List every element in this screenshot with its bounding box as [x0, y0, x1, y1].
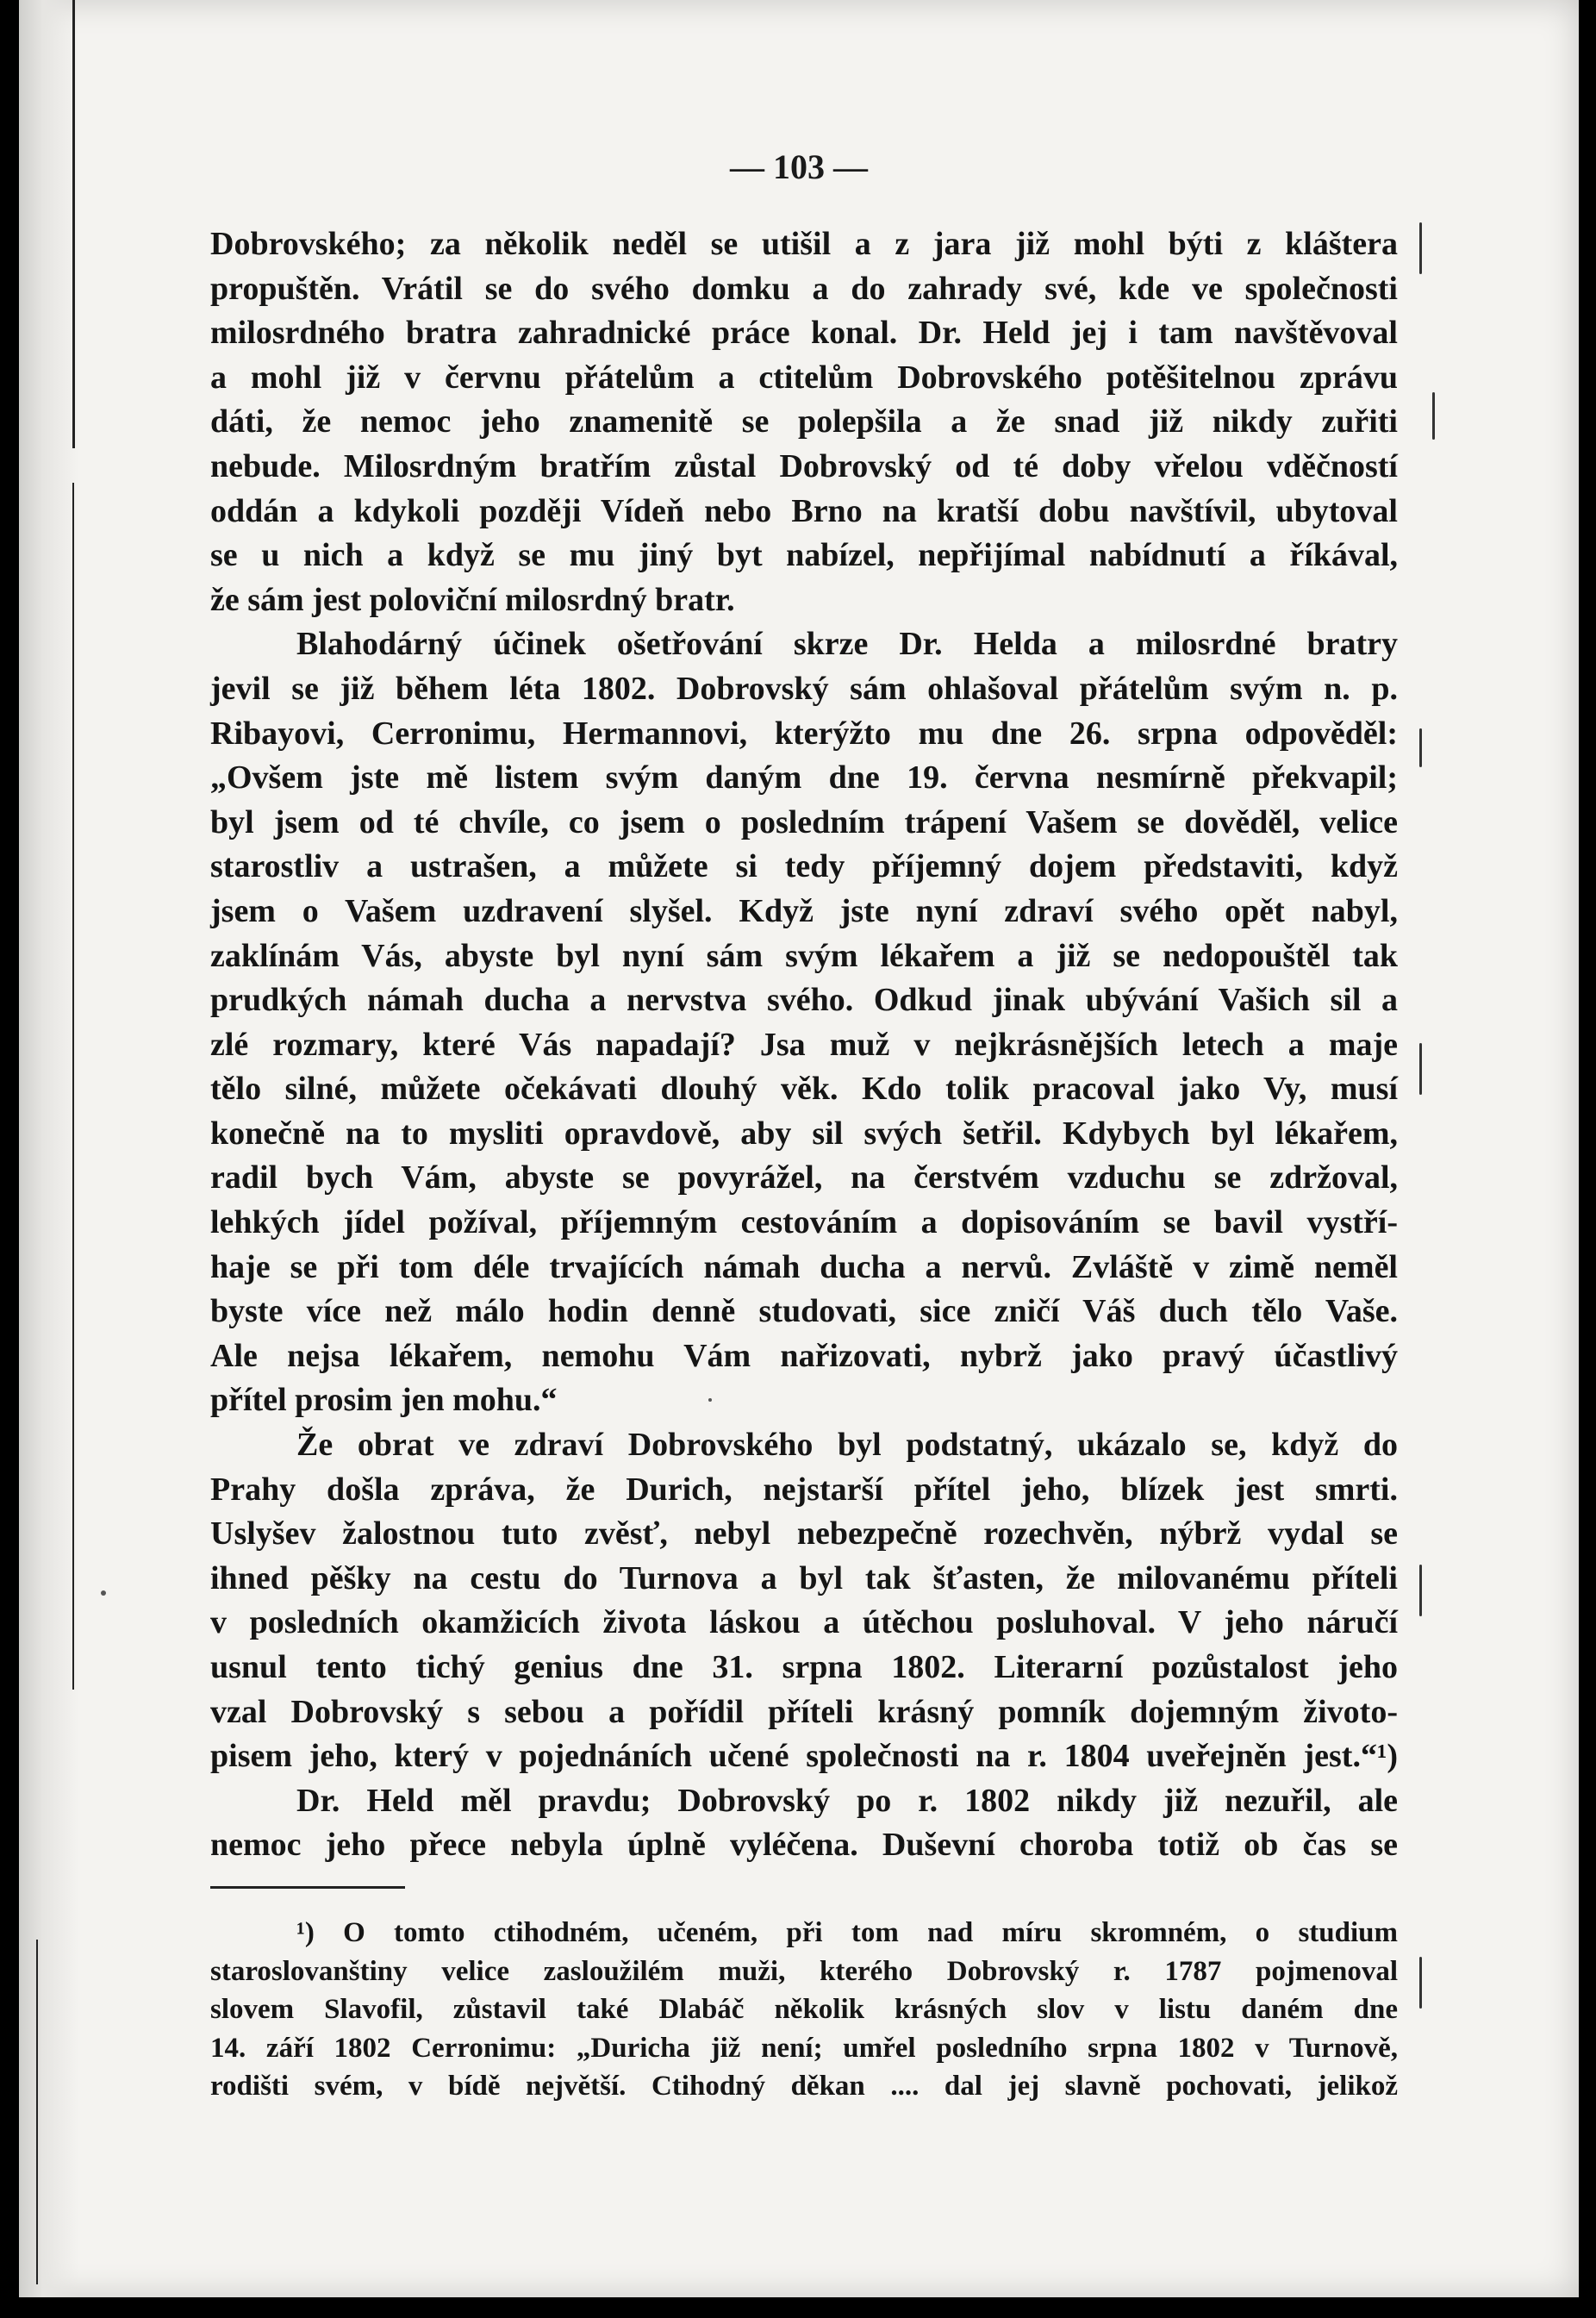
- text-line: Že obrat ve zdraví Dobrovského byl podstatný, ukázalo se, když do: [296, 1427, 1398, 1464]
- text-line: Blahodárný účinek ošetřování skrze Dr. Helda a milosrdné bratry: [296, 626, 1398, 663]
- margin-mark: [1419, 728, 1422, 767]
- margin-mark: [1419, 1957, 1422, 2009]
- footnote-line: [210, 2067, 1398, 2106]
- paragraph: [210, 712, 1398, 1379]
- text-line: nemoc jeho přece nebyla úplně vyléčena. Duševní choroba totiž ob čas se: [210, 1827, 1398, 1864]
- page-number: — 103 —: [730, 147, 868, 186]
- text-line: konečně na to mysliti opravdově, aby sil svých šetřil. Kdybych byl lékařem,: [210, 1115, 1398, 1152]
- paragraph: [210, 622, 1398, 711]
- footnote-line: [210, 1914, 1398, 1952]
- text-line: prudkých námah ducha a nervstva svého. Odkud jinak ubývání Vašich sil a: [210, 982, 1398, 1019]
- text-line: jevil se již během léta 1802. Dobrovský sám ohlašoval přátelům svým n. p.: [210, 670, 1398, 707]
- paragraph: [210, 1468, 1398, 1779]
- paragraph-end-line: [210, 1378, 1398, 1423]
- book-page: [19, 0, 1579, 2297]
- text-line: „Ovšem jste mě listem svým daným dne 19. června nesmírně překvapil;: [210, 759, 1398, 797]
- text-line: dáti, že nemoc jeho znamenitě se polepšila a že snad již nikdy zuřiti: [210, 403, 1398, 440]
- paragraph: [210, 1423, 1398, 1468]
- text-line: nebude. Milosrdným bratřím zůstal Dobrovský od té doby vřelou vděčností: [210, 447, 1398, 484]
- footnote-line: [210, 1990, 1398, 2029]
- paragraph: [210, 1823, 1398, 1868]
- text-line: a mohl již v červnu přátelům a ctitelům Dobrovského potěšitelnou zprávu: [210, 359, 1398, 396]
- text-line: byste více než málo hodin denně studovati, sice zničí Váš duch tělo Vaše.: [210, 1293, 1398, 1330]
- text-line: se u nich a když se mu jiný byt nabízel, nepřijímal nabídnutí a říkával,: [210, 537, 1398, 574]
- text-line: haje se při tom déle trvajících námah ducha a nervů. Zvláště v zimě neměl: [210, 1248, 1398, 1285]
- text-line: starostliv a ustrašen, a můžete si tedy příjemný dojem představiti, když: [210, 848, 1398, 885]
- text-line: radil bych Vám, abyste se povyrážel, na čerstvém vzduchu se zdržoval,: [210, 1159, 1398, 1196]
- text-line: jsem o Vašem uzdravení slyšel. Když jste nyní zdraví svého opět nabyl,: [210, 892, 1398, 929]
- text-line: přítel prosim jen mohu.“: [210, 1382, 558, 1419]
- text-line: byl jsem od té chvíle, co jsem o posledním trápení Vašem se dověděl, velice: [210, 803, 1398, 840]
- text-line: ¹) O tomto ctihodném, učeném, při tom nad míru skromném, o studium: [296, 1917, 1398, 1948]
- text-line: Prahy došla zpráva, že Durich, nejstarší přítel jeho, blízek jest smrti.: [210, 1471, 1398, 1508]
- speck: [101, 1590, 106, 1596]
- text-line: oddán a kdykoli později Vídeň nebo Brno na kratší dobu navštívil, ubytoval: [210, 492, 1398, 529]
- text-line: 14. září 1802 Cerronimu: „Duricha již není; umřel posledního srpna 1802 v Turnově,: [210, 2032, 1398, 2064]
- text-line: ihned pěšky na cestu do Turnova a byl tak šťasten, že milovanému příteli: [210, 1559, 1398, 1596]
- text-line: zlé rozmary, které Vás napadají? Jsa muž v nejkrásnějších letech a maje: [210, 1026, 1398, 1063]
- paragraph-end-line: [210, 578, 1398, 623]
- text-line: rodišti svém, v bídě největší. Ctihodný děkan .... dal jej slavně pochovati, jelikož: [210, 2071, 1398, 2102]
- paragraph: [210, 1779, 1398, 1824]
- text-line: propuštěn. Vrátil se do svého domku a do zahrady své, kde ve společnosti: [210, 270, 1398, 307]
- paragraph: [210, 222, 1398, 578]
- text-line: že sám jest poloviční milosrdný bratr.: [210, 581, 735, 618]
- text-line: lehkých jídel požíval, příjemným cestováním a dopisováním se bavil vystří-: [210, 1204, 1398, 1241]
- binding-edge-line: [36, 1940, 38, 2284]
- footnote-line: [210, 2029, 1398, 2068]
- text-line: Dobrovského; za několik neděl se utišil a z jara již mohl býti z kláštera: [210, 226, 1398, 262]
- binding-edge-line: [72, 483, 74, 1690]
- text-line: Ribayovi, Cerronimu, Hermannovi, kterýžto mu dne 26. srpna odpověděl:: [210, 715, 1398, 752]
- main-text: [210, 222, 1398, 1868]
- margin-mark: [1419, 1565, 1422, 1616]
- text-line: slovem Slavofil, zůstavil také Dlabáč několik krásných slov v listu daném dne: [210, 1994, 1398, 2025]
- text-line: Ale nejsa lékařem, nemohu Vám nařizovati, nybrž jako pravý účastlivý: [210, 1337, 1398, 1374]
- footnote-line: [210, 1952, 1398, 1991]
- text-line: tělo silné, můžete očekávati dlouhý věk. Kdo tolik pracoval jako Vy, musí: [210, 1071, 1398, 1108]
- footnote-separator: [210, 1886, 405, 1889]
- margin-mark: [1432, 392, 1435, 440]
- footnote: [210, 1914, 1398, 2106]
- text-line: Dr. Held měl pravdu; Dobrovský po r. 1802 nikdy již nezuřil, ale: [296, 1782, 1398, 1819]
- text-line: milosrdného bratra zahradnické práce konal. Dr. Held jej i tam navštěvoval: [210, 315, 1398, 352]
- margin-mark: [1419, 222, 1422, 274]
- text-line: zaklínám Vás, abyste byl nyní sám svým lékařem a již se nedopouštěl tak: [210, 937, 1398, 974]
- scan-shadow: [19, 0, 79, 2297]
- text-line: staroslovanštiny velice zasloužilém muži, kterého Dobrovský r. 1787 pojmenoval: [210, 1955, 1398, 1987]
- binding-edge-line: [72, 0, 75, 448]
- text-line: pisem jeho, který v pojednáních učené společnosti na r. 1804 uveřejněn jest.“¹): [210, 1738, 1398, 1775]
- margin-mark: [1419, 1043, 1422, 1095]
- text-line: vzal Dobrovský s sebou a pořídil příteli krásný pomník dojemným životo-: [210, 1693, 1398, 1730]
- speck: [708, 1398, 712, 1402]
- text-line: Uslyšev žalostnou tuto zvěsť, nebyl nebezpečně rozechvěn, nýbrž vydal se: [210, 1515, 1398, 1553]
- text-line: v posledních okamžicích života láskou a útěchou posluhoval. V jeho náručí: [210, 1604, 1398, 1641]
- text-line: usnul tento tichý genius dne 31. srpna 1802. Literarní pozůstalost jeho: [210, 1649, 1398, 1685]
